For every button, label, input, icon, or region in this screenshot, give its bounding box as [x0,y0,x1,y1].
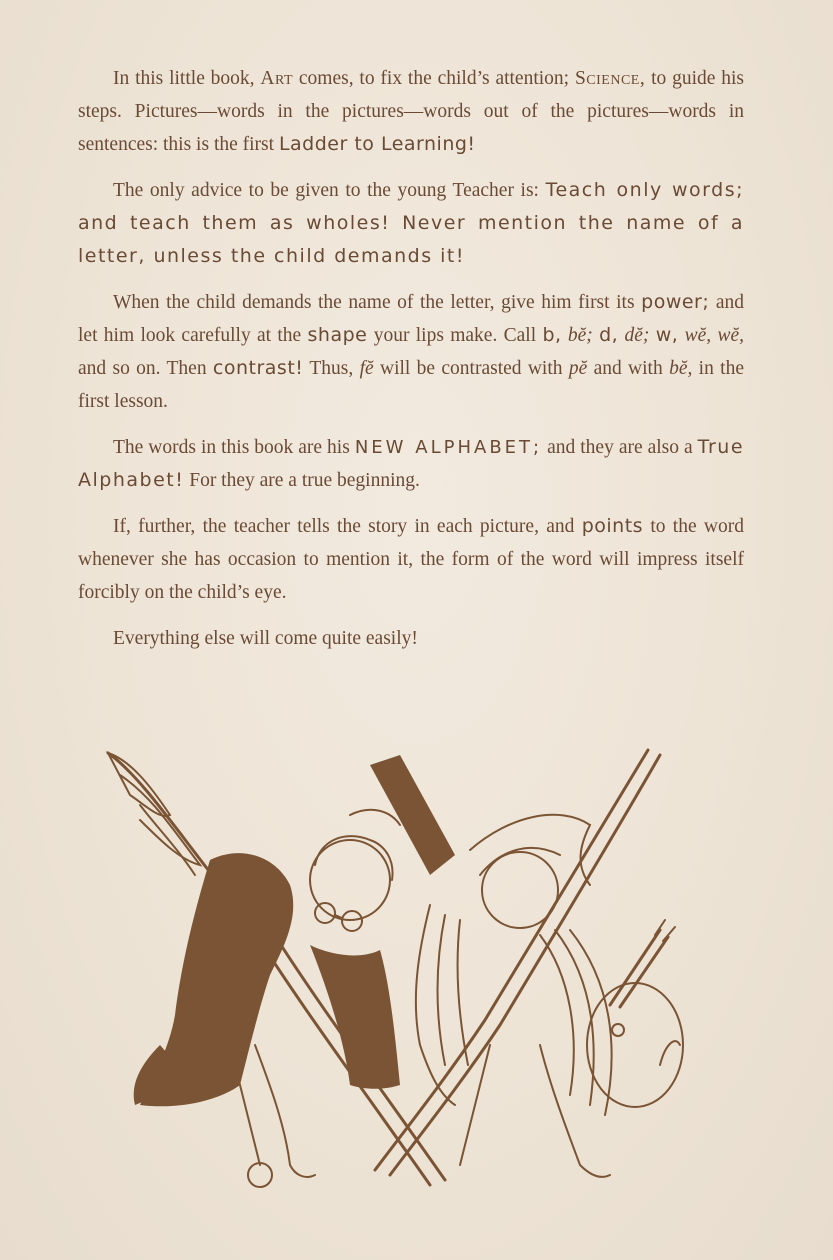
paragraph-4 [78,431,744,497]
p4-text-b: and they are also a [547,437,693,458]
body-text [78,62,744,668]
p4-true-alphabet: True Alphabet! [78,436,745,491]
p1-ladder: Ladder to Learning! [278,133,476,155]
cherubs-illustration [100,745,690,1195]
paragraph-1 [78,62,744,161]
p4-text-a: The words in this book are his [113,437,350,458]
p1-text-c: to guide his steps. Pictures—words in the pictures—words out of the pictures—words in sentences: this is the first [78,68,744,155]
paragraph-5 [78,510,744,609]
p5-points: points [581,515,644,537]
paragraph-2 [78,174,744,273]
quill-icon [108,753,220,885]
p3-be: bĕ; [567,325,593,346]
palette-icon [587,920,683,1107]
p1-art: Art [260,68,294,89]
p3-text-e: Thus, [309,358,354,379]
p3-w-letter: w, [655,324,679,346]
p3-text-b: and let him look carefully at the [78,292,745,346]
p3-de: dĕ; [624,325,650,346]
p5-text-b: to the word whenever she has occasion to mention it, the form of the word will impress itself forcibly on the child’s eye. [78,516,744,603]
p3-shape: shape [307,324,368,346]
p1-science: Science, [574,68,646,89]
p1-text-a: In this little book, [113,68,255,89]
paragraph-3 [78,286,744,418]
paragraph-6 [78,622,744,655]
p3-fe: fĕ [359,358,374,379]
p2-teach: Teach only words; and teach them as wholes! Never mention the name of a letter, unless the child demands it! [78,179,744,267]
p3-text-d: and so on. Then [78,358,207,379]
left-cherub [134,853,315,1187]
p3-text-c: your lips make. Call [373,325,537,346]
p6-text-a: Everything else will come quite easily! [113,628,418,649]
p3-d-letter: d, [599,324,619,346]
p3-contrast: contrast! [212,357,304,379]
p4-new-alphabet: NEW ALPHABET; [354,437,543,458]
p5-text-a: If, further, the teacher tells the story in each picture, and [113,516,575,537]
p3-pe: pĕ [568,358,588,379]
p3-text-h: in the first lesson. [78,358,744,412]
p3-we2: wĕ, [717,325,745,346]
p3-be2: bĕ, [669,358,693,379]
p4-text-c: For they are a true beginning. [189,470,420,491]
p3-b-letter: b, [542,324,562,346]
p3-power: power; [641,291,710,313]
p2-text-a: The only advice to be given to the young Teacher is: [113,180,539,201]
p3-text-g: and with [593,358,663,379]
p3-text-f: will be contrasted with [379,358,563,379]
p1-text-b: comes, to fix the child’s attention; [298,68,570,89]
p3-we1: wĕ, [684,325,712,346]
p3-text-a: When the child demands the name of the letter, give him first its [113,292,635,313]
